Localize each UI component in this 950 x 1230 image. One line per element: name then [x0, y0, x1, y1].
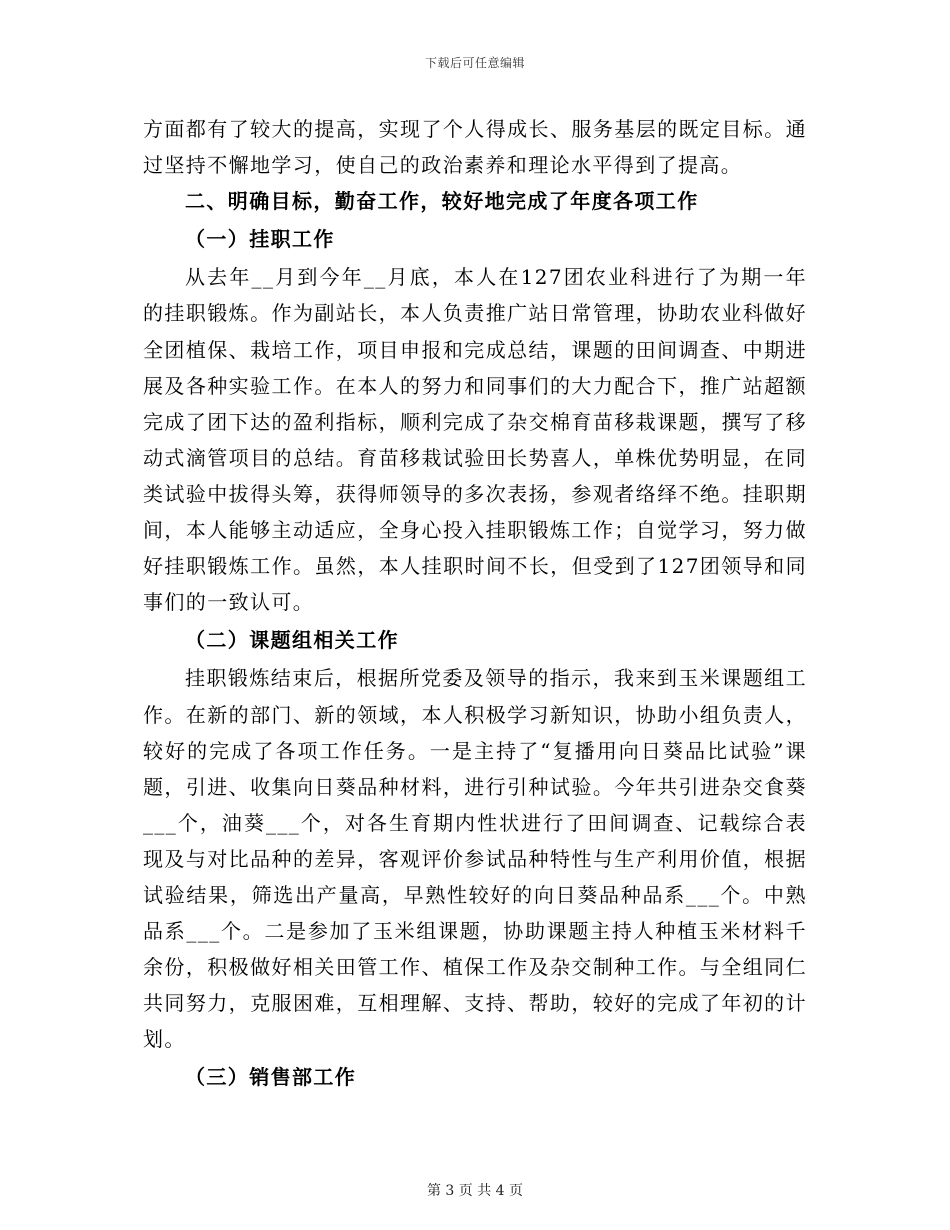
subsection-2-body: 挂职锻炼结束后，根据所党委及领导的指示，我来到玉米课题组工作。在新的部门、新的领域，本人积极学习新知识，协助小组负责人，较好的完成了各项工作任务。一是主持了“复播用向日葵品比试验”课题，引进、收集向日葵品种材料，进行引种试验。今年共引进杂交食葵___个，油葵___个，对各生育期内性状进行了田间调查、记载综合表现及与对比品种的差异，客观评价参试品种特性与生产利用价值，根据试验结果，筛选出产量高，早熟性较好的向日葵品种品系___个。中熟品系___个。二是参加了玉米组课题，协助课题主持人种植玉米材料千余份，积极做好相关田管工作、植保工作及杂交制种工作。与全组同仁共同努力，克服困难，互相理解、支持、帮助，较好的完成了年初的计划。	[143, 666, 807, 1052]
subsection-2-title: （二）课题组相关工作	[185, 628, 399, 653]
page-footer: 第 3 页 共 4 页	[426, 1183, 524, 1199]
subsection-1-title: （一）挂职工作	[185, 227, 335, 252]
subsection-1-body: 从去年__月到今年__月底，本人在127团农业科进行了为期一年的挂职锻炼。作为副站长，本人负责推广站日常管理，协助农业科做好全团植保、栽培工作，项目申报和完成总结，课题的田间调查、中期进展及各种实验工作。在本人的努力和同事们的大力配合下，推广站超额完成了团下达的盈利指标，顺利完成了杂交棉育苗移栽课题，撰写了移动式滴管项目的总结。育苗移栽试验田长势喜人，单株优势明显，在同类试验中拔得头筹，获得师领导的多次表扬，参观者络绎不绝。挂职期间，本人能够主动适应，全身心投入挂职锻炼工作；自觉学习，努力做好挂职锻炼工作。虽然，本人挂职时间不长，但受到了127团领导和同事们的一致认可。	[143, 265, 807, 615]
document-body	[143, 111, 807, 1098]
subsection-3-title: （三）销售部工作	[185, 1065, 357, 1090]
intro-paragraph: 方面都有了较大的提高，实现了个人得成长、服务基层的既定目标。通过坚持不懈地学习，使自己的政治素养和理论水平得到了提高。	[143, 117, 807, 178]
page-header: 下载后可任意编辑	[424, 56, 525, 70]
section-heading: 二、明确目标，勤奋工作，较好地完成了年度各项工作	[185, 189, 699, 214]
